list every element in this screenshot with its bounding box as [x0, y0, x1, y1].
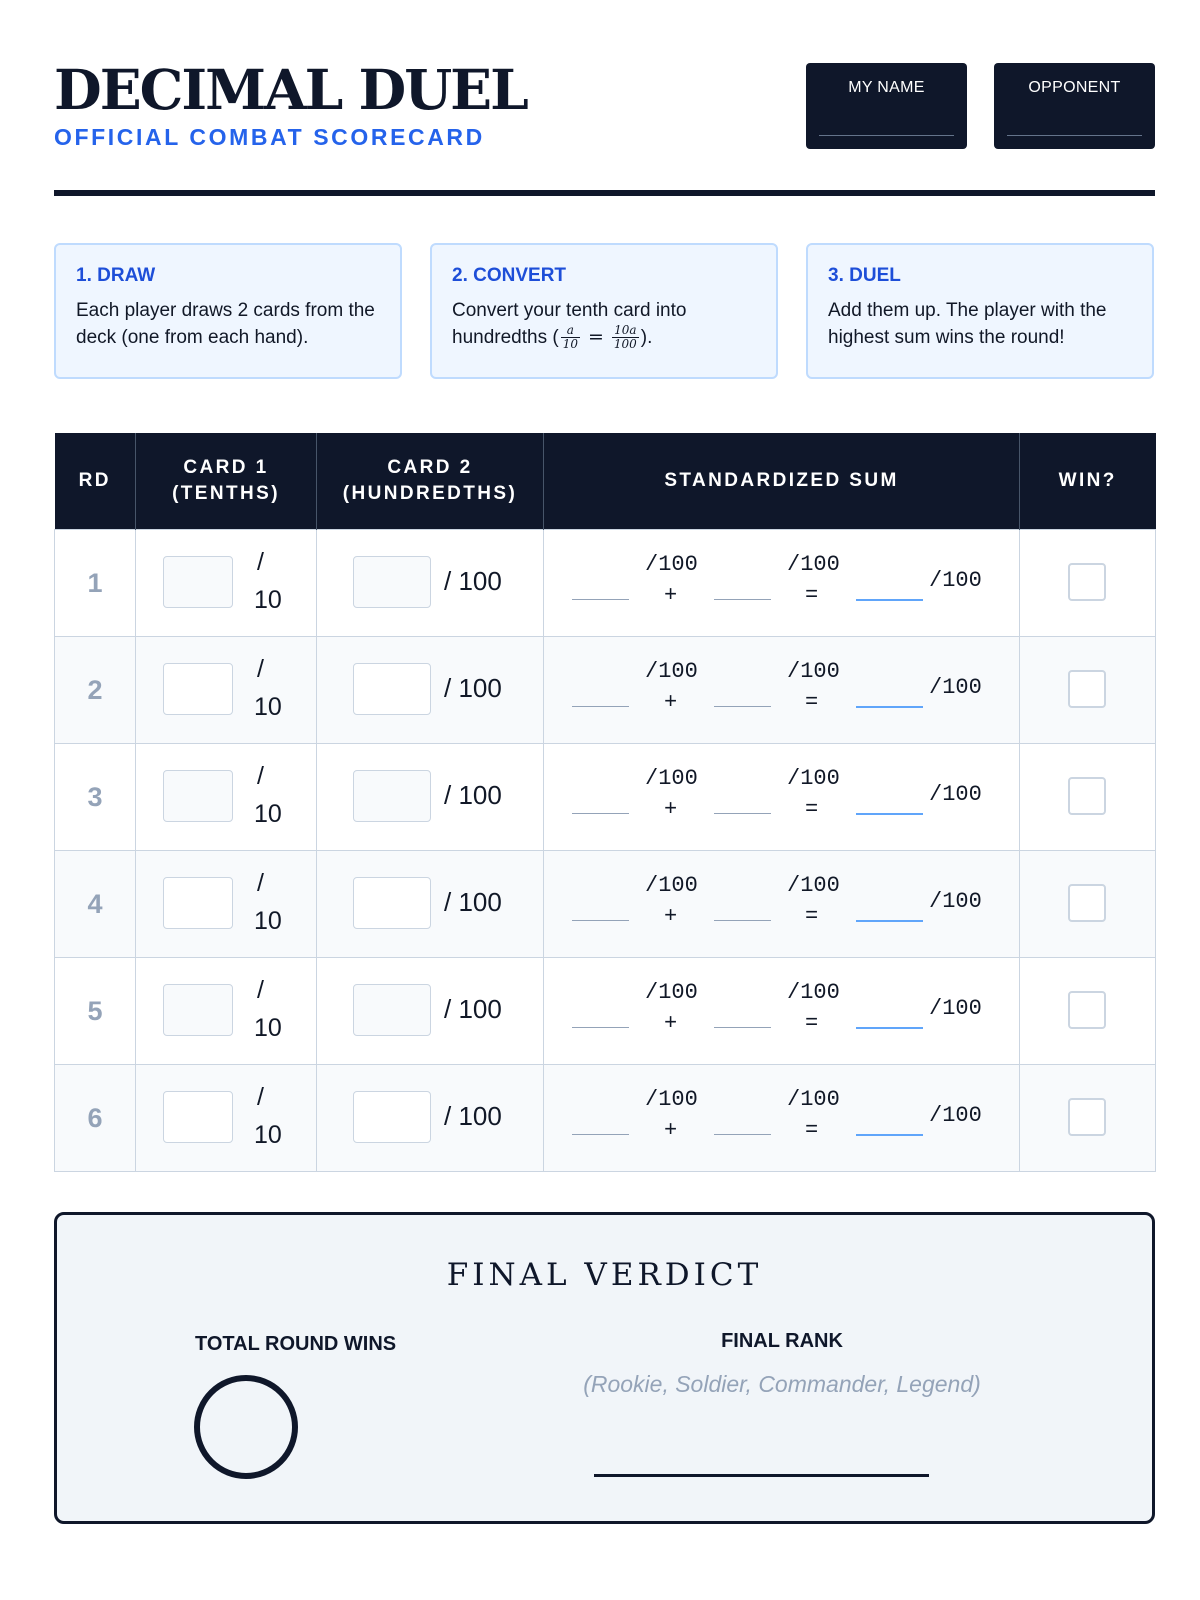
hundredths-denominator: / 100 — [444, 1101, 502, 1131]
opponent-name-box[interactable] — [994, 63, 1155, 149]
round-number: 2 — [55, 637, 136, 744]
step-body: Each player draws 2 cards from the deck (one from each hand). — [76, 300, 375, 348]
table-header-row — [55, 433, 1156, 530]
win-checkbox[interactable] — [1068, 670, 1106, 708]
sum-total-blank[interactable] — [856, 706, 923, 708]
total-wins-label: TOTAL ROUND WINS — [195, 1333, 397, 1355]
table-row — [55, 744, 1156, 851]
step-body-suffix: ). — [640, 327, 653, 348]
hundredths-denominator: / 100 — [444, 780, 502, 810]
header-card2 — [317, 433, 544, 530]
card1-cell — [136, 1065, 317, 1172]
sum-addend2-blank[interactable] — [714, 1134, 771, 1135]
round-number: 5 — [55, 958, 136, 1065]
opponent-name-write-line[interactable] — [1007, 135, 1142, 136]
total-wins-circle[interactable] — [194, 1375, 298, 1479]
score-table — [54, 433, 1156, 1172]
tenths-denominator: 10 — [254, 1014, 282, 1042]
fraction-numerator: 10a — [612, 324, 639, 338]
card2-hundredths-input[interactable] — [353, 556, 431, 608]
sum-addend1-blank[interactable] — [572, 813, 629, 814]
step-convert-card — [430, 243, 778, 379]
sum-addend1-blank[interactable] — [572, 1027, 629, 1028]
step-body: Add them up. The player with the highest sum wins the round! — [828, 300, 1107, 348]
sum-addend2-denominator: /100 — [787, 1087, 840, 1112]
tenths-denominator: 10 — [254, 693, 282, 721]
standardized-sum-cell — [544, 851, 1020, 958]
header-round: RD — [55, 433, 136, 530]
step-draw-card — [54, 243, 402, 379]
card2-cell — [317, 851, 544, 958]
sum-total-blank[interactable] — [856, 1027, 923, 1029]
card2-hundredths-input[interactable] — [353, 984, 431, 1036]
equals-sign: = — [587, 326, 604, 348]
win-checkbox[interactable] — [1068, 1098, 1106, 1136]
sum-total-denominator: /100 — [929, 675, 982, 700]
win-cell — [1020, 1065, 1156, 1172]
header-card1-line1: CARD 1 — [183, 457, 269, 478]
hundredths-denominator: / 100 — [444, 994, 502, 1024]
card1-tenths-input[interactable] — [163, 770, 233, 822]
header-card2-line2: (HUNDREDTHS) — [342, 483, 518, 504]
card2-cell — [317, 744, 544, 851]
sum-addend2-blank[interactable] — [714, 920, 771, 921]
sum-total-blank[interactable] — [856, 920, 923, 922]
sum-addend1-denominator: /100 — [645, 1087, 698, 1112]
header-card1-line2: (TENTHS) — [172, 483, 280, 504]
plus-sign: + — [664, 1011, 678, 1036]
card2-cell — [317, 958, 544, 1065]
sum-addend1-blank[interactable] — [572, 706, 629, 707]
sum-total-blank[interactable] — [856, 599, 923, 601]
header — [54, 58, 1155, 196]
scorecard-page — [54, 57, 1155, 1397]
final-verdict-panel — [54, 1212, 1155, 1524]
sum-addend1-blank[interactable] — [572, 599, 629, 600]
round-number: 3 — [55, 744, 136, 851]
fraction-denominator: 10 — [562, 337, 578, 352]
win-checkbox[interactable] — [1068, 777, 1106, 815]
card2-cell — [317, 637, 544, 744]
sum-total-denominator: /100 — [929, 568, 982, 593]
standardized-sum-cell — [544, 1065, 1020, 1172]
equals-sign: = — [805, 583, 819, 608]
equals-sign: = — [805, 1118, 819, 1143]
table-body — [55, 530, 1156, 1172]
card2-cell — [317, 530, 544, 637]
card2-hundredths-input[interactable] — [353, 770, 431, 822]
tenths-denominator: 10 — [254, 800, 282, 828]
sum-total-denominator: /100 — [929, 1103, 982, 1128]
step-title: 3. DUEL — [828, 265, 901, 286]
table-row — [55, 637, 1156, 744]
win-checkbox[interactable] — [1068, 991, 1106, 1029]
sum-addend2-denominator: /100 — [787, 873, 840, 898]
sum-addend1-denominator: /100 — [645, 766, 698, 791]
step-title: 2. CONVERT — [452, 265, 567, 286]
hundredths-denominator: / 100 — [444, 673, 502, 703]
hundredths-denominator: / 100 — [444, 566, 502, 596]
card1-tenths-input[interactable] — [163, 663, 233, 715]
instructions — [54, 243, 1155, 379]
card2-hundredths-input[interactable] — [353, 1091, 431, 1143]
sum-addend2-denominator: /100 — [787, 980, 840, 1005]
sum-addend1-denominator: /100 — [645, 873, 698, 898]
fraction-a-over-10 — [561, 324, 580, 351]
final-rank-write-line[interactable] — [594, 1474, 929, 1477]
sum-addend1-blank[interactable] — [572, 920, 629, 921]
card1-tenths-input[interactable] — [163, 984, 233, 1036]
card2-hundredths-input[interactable] — [353, 663, 431, 715]
fraction-slash: / — [257, 655, 264, 683]
tenths-denominator: 10 — [254, 1121, 282, 1149]
card1-tenths-input[interactable] — [163, 877, 233, 929]
table-row — [55, 530, 1156, 637]
win-checkbox[interactable] — [1068, 563, 1106, 601]
fraction-slash: / — [257, 869, 264, 897]
fraction-slash: / — [257, 762, 264, 790]
equals-sign: = — [805, 690, 819, 715]
header-sum: STANDARDIZED SUM — [544, 433, 1020, 530]
sum-addend2-denominator: /100 — [787, 766, 840, 791]
round-number: 4 — [55, 851, 136, 958]
fraction-slash: / — [257, 976, 264, 1004]
header-card1 — [136, 433, 317, 530]
sum-addend2-blank[interactable] — [714, 1027, 771, 1028]
header-win: WIN? — [1020, 433, 1156, 530]
fraction-10a-over-100 — [612, 324, 639, 351]
win-cell — [1020, 744, 1156, 851]
sum-addend2-denominator: /100 — [787, 659, 840, 684]
tenths-denominator: 10 — [254, 907, 282, 935]
sum-total-denominator: /100 — [929, 889, 982, 914]
round-number: 6 — [55, 1065, 136, 1172]
equals-sign: = — [805, 904, 819, 929]
sum-addend1-denominator: /100 — [645, 980, 698, 1005]
fraction-numerator: a — [561, 324, 580, 338]
final-rank-label: FINAL RANK — [721, 1330, 843, 1352]
opponent-name-label: OPPONENT — [1028, 79, 1121, 96]
equals-sign: = — [805, 797, 819, 822]
header-card2-line1: CARD 2 — [387, 457, 473, 478]
fraction-denominator: 100 — [613, 337, 637, 352]
verdict-title: FINAL VERDICT — [446, 1257, 763, 1293]
win-cell — [1020, 637, 1156, 744]
card1-cell — [136, 637, 317, 744]
plus-sign: + — [664, 904, 678, 929]
plus-sign: + — [664, 797, 678, 822]
plus-sign: + — [664, 690, 678, 715]
win-checkbox[interactable] — [1068, 884, 1106, 922]
fraction-slash: / — [257, 1083, 264, 1111]
page-subtitle: OFFICIAL COMBAT SCORECARD — [54, 124, 485, 150]
sum-addend2-denominator: /100 — [787, 552, 840, 577]
sum-total-denominator: /100 — [929, 782, 982, 807]
card2-cell — [317, 1065, 544, 1172]
card1-cell — [136, 851, 317, 958]
plus-sign: + — [664, 583, 678, 608]
step-title: 1. DRAW — [76, 265, 156, 286]
win-cell — [1020, 958, 1156, 1065]
my-name-box[interactable] — [806, 63, 967, 149]
plus-sign: + — [664, 1118, 678, 1143]
equals-sign: = — [805, 1011, 819, 1036]
round-number: 1 — [55, 530, 136, 637]
card1-tenths-input[interactable] — [163, 1091, 233, 1143]
sum-addend1-denominator: /100 — [645, 659, 698, 684]
sum-total-denominator: /100 — [929, 996, 982, 1021]
win-cell — [1020, 851, 1156, 958]
standardized-sum-cell — [544, 958, 1020, 1065]
sum-total-blank[interactable] — [856, 813, 923, 815]
sum-addend2-blank[interactable] — [714, 813, 771, 814]
standardized-sum-cell — [544, 744, 1020, 851]
card1-cell — [136, 744, 317, 851]
hundredths-denominator: / 100 — [444, 887, 502, 917]
win-cell — [1020, 530, 1156, 637]
standardized-sum-cell — [544, 530, 1020, 637]
sum-addend1-denominator: /100 — [645, 552, 698, 577]
my-name-label: MY NAME — [848, 79, 925, 96]
fraction-slash: / — [257, 548, 264, 576]
sum-addend2-blank[interactable] — [714, 599, 771, 600]
table-row — [55, 958, 1156, 1065]
tenths-denominator: 10 — [254, 586, 282, 614]
sum-addend2-blank[interactable] — [714, 706, 771, 707]
sum-total-blank[interactable] — [856, 1134, 923, 1136]
card1-cell — [136, 958, 317, 1065]
final-rank-hint: (Rookie, Soldier, Commander, Legend) — [583, 1371, 981, 1397]
standardized-sum-cell — [544, 637, 1020, 744]
card2-hundredths-input[interactable] — [353, 877, 431, 929]
page-title: DECIMAL DUEL — [54, 57, 527, 122]
sum-addend1-blank[interactable] — [572, 1134, 629, 1135]
step-body-prefix: Convert your tenth card into hundredths ( — [452, 300, 687, 348]
step-duel-card — [806, 243, 1154, 379]
step-body — [452, 297, 756, 351]
card1-tenths-input[interactable] — [163, 556, 233, 608]
card1-cell — [136, 530, 317, 637]
my-name-write-line[interactable] — [819, 135, 954, 136]
table-row — [55, 1065, 1156, 1172]
table-row — [55, 851, 1156, 958]
